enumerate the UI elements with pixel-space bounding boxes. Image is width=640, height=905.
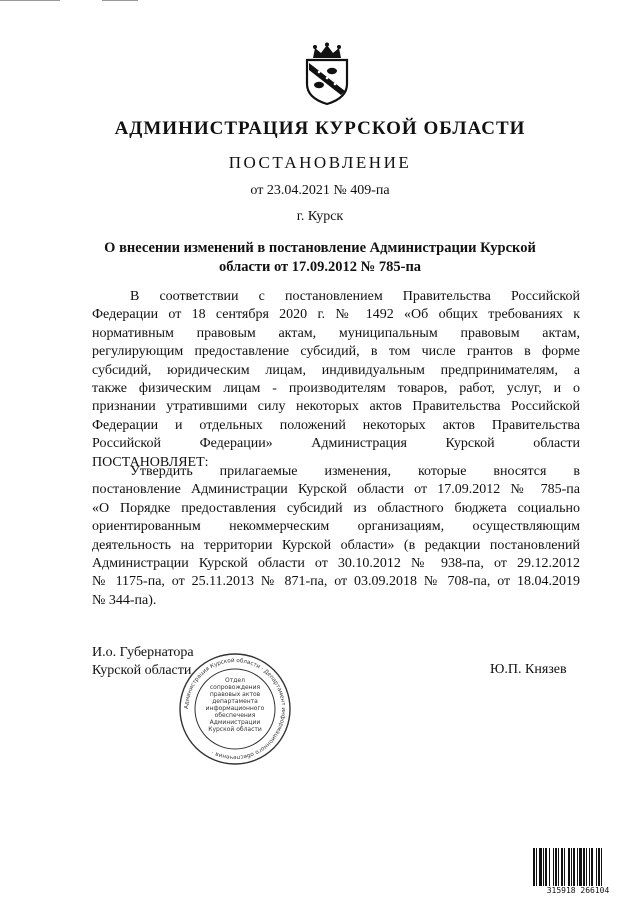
document-title-line: области от 17.09.2012 № 785-па xyxy=(218,259,422,275)
document-type: ПОСТАНОВЛЕНИЕ xyxy=(228,153,412,172)
barcode-bar xyxy=(545,848,547,886)
stamp-line: департамента xyxy=(212,698,258,705)
paragraph-line: деятельность на территории Курской области» (в редакции постановлений xyxy=(92,537,580,553)
paragraph-line: Российской Федерации» Администрация Курской области xyxy=(92,436,580,452)
barcode-bar xyxy=(586,848,587,886)
barcode-bar xyxy=(571,848,572,886)
paragraph-line: также физическим лицам - производителям товаров, работ, услуг, и о xyxy=(92,380,580,396)
barcode-bar xyxy=(553,848,554,886)
paragraph-line: Федерации от 18 сентября 2020 г. № 1492 «Об общих требованиях к xyxy=(92,307,580,323)
paragraph-line: Федерации и отдельных положений некоторых актов Правительства xyxy=(92,417,580,433)
scan-artifact-line-left xyxy=(0,0,60,1)
stamp-ring-text: Администрация Курской области · Департамент информационного обеспечения · xyxy=(183,657,287,761)
barcode-bar xyxy=(598,848,600,886)
coat-of-arms-emblem xyxy=(299,42,355,106)
signatory-title-line: Курской области xyxy=(92,663,192,678)
barcode-bar xyxy=(543,848,544,886)
paragraph-line: Утвердить прилагаемые изменения, которые вносятся в xyxy=(130,464,580,479)
paragraph-line: субсидий, юридическим лицам, индивидуальным предпринимателям, а xyxy=(92,362,580,378)
barcode-bars xyxy=(532,848,624,886)
barcode-bar xyxy=(583,848,585,886)
paragraph-line: № 344-па). xyxy=(92,592,157,608)
document-date-number: от 23.04.2021 № 409-па xyxy=(250,183,390,198)
paragraph-preamble xyxy=(92,288,580,472)
barcode-bar xyxy=(555,848,557,886)
paragraph-line: «О Порядке предоставления субсидий из областного бюджета социально xyxy=(92,500,580,516)
barcode-bar xyxy=(564,848,565,886)
barcode-bar xyxy=(549,848,550,886)
barcode-bar xyxy=(536,848,537,886)
stamp-line: обеспечения xyxy=(214,712,256,719)
organization-name: АДМИНИСТРАЦИЯ КУРСКОЙ ОБЛАСТИ xyxy=(114,118,526,139)
barcode-bar xyxy=(577,848,578,886)
paragraph-line: ПОСТАНОВЛЯЕТ: xyxy=(92,454,209,470)
document-place: г. Курск xyxy=(296,209,344,224)
stamp-line: Курской области xyxy=(208,726,262,733)
paragraph-line: ориентированным некоммерческим организациям, осуществляющим xyxy=(92,519,580,535)
barcode-bar xyxy=(558,848,559,886)
barcode-bar xyxy=(568,848,570,886)
barcode-number: 315918 266104 xyxy=(546,886,610,895)
paragraph-line: регулирующим предоставление субсидий, в том числе грантов в форме xyxy=(92,344,580,360)
paragraph-line: № 1175-па, от 25.11.2013 № 871-па, от 03.09.2018 № 708-па, от 18.04.2019 xyxy=(92,574,580,590)
stamp-line: Администрации xyxy=(209,719,261,726)
paragraph-line: признании утратившими силу некоторых актов Правительства Российской xyxy=(92,399,580,415)
document-title xyxy=(0,239,640,277)
document-title-line: О внесении изменений в постановление Администрации Курской xyxy=(104,240,536,256)
stamp-line: правовых актов xyxy=(209,691,261,698)
signatory-title-line: И.о. Губернатора xyxy=(92,645,194,660)
paragraph-decision xyxy=(92,463,580,610)
stamp-line: информационного xyxy=(205,705,265,712)
barcode-bar xyxy=(589,848,590,886)
barcode-bar xyxy=(573,848,575,886)
paragraph-line: Администрации Курской области от 30.10.2012 № 938-па, от 29.12.2012 xyxy=(92,555,580,571)
barcode-bar xyxy=(561,848,563,886)
scan-artifact-line-right xyxy=(102,0,138,1)
barcode-bar xyxy=(596,848,597,886)
barcode-bar xyxy=(533,848,535,886)
stamp-line: Отдел xyxy=(225,677,245,684)
official-round-stamp xyxy=(178,652,292,766)
paragraph-line: нормативным правовым актам, муниципальным правовым актам, xyxy=(92,325,580,341)
barcode-bar xyxy=(591,848,593,886)
signatory-name: Ю.П. Князев xyxy=(490,662,567,677)
barcode-bar xyxy=(539,848,542,886)
paragraph-line: постановление Администрации Курской области от 17.09.2012 № 785-па xyxy=(92,482,580,498)
paragraph-line: В соответствии с постановлением Правительства Российской xyxy=(130,289,580,304)
barcode-bar xyxy=(601,848,602,886)
barcode-bar xyxy=(579,848,582,886)
document-barcode xyxy=(532,848,624,900)
stamp-line: сопровождения xyxy=(209,684,261,691)
